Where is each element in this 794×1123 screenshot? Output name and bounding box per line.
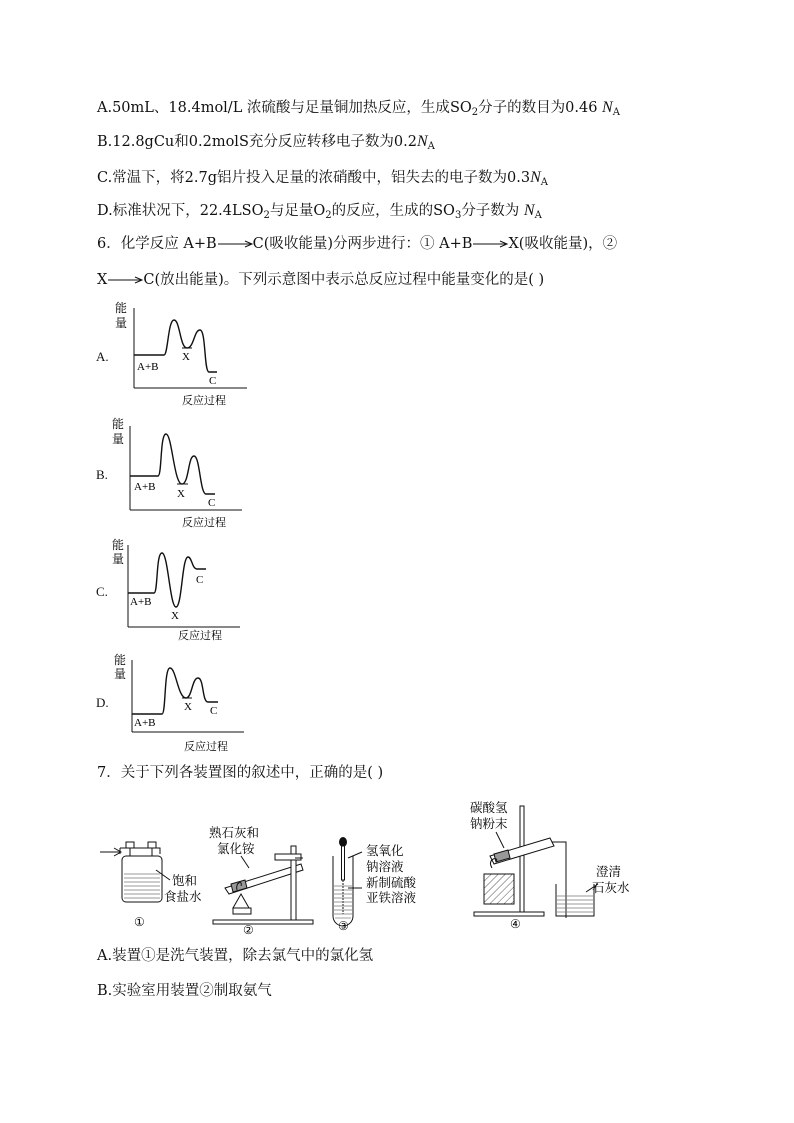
- svg-text:钠粉末: 钠粉末: [470, 817, 508, 831]
- svg-text:X: X: [171, 610, 179, 622]
- reaction-arrow-icon: [472, 239, 508, 249]
- svg-text:量: 量: [112, 552, 125, 566]
- svg-text:反应过程: 反应过程: [182, 517, 226, 529]
- graph-option-a-label[interactable]: A.: [96, 349, 109, 364]
- q6-stem-line2: X C(放出能量)。下列示意图中表示总反应过程中能量变化的是( ): [97, 272, 545, 288]
- y-axis-label: 量: [115, 316, 128, 330]
- svg-text:能: 能: [114, 653, 127, 667]
- apparatus-2-ammonia-setup: [205, 824, 320, 936]
- q7-option-b: B.实验室用装置②制取氨气: [97, 983, 272, 999]
- q5-option-d: D.标准状况下，$22.4LSO_2$与足量$O_2$的反应，生成的$SO_3$分子数为 $N_A$: [97, 202, 542, 221]
- svg-text:④: ④: [510, 917, 521, 931]
- svg-text:钠溶液: 钠溶液: [366, 860, 404, 874]
- svg-text:反应过程: 反应过程: [178, 630, 222, 642]
- reaction-arrow-icon: [217, 239, 253, 249]
- svg-text:C: C: [196, 574, 204, 586]
- svg-text:C: C: [209, 375, 217, 387]
- energy-graph-d: [112, 652, 262, 756]
- svg-text:C: C: [210, 705, 218, 717]
- svg-text:③: ③: [338, 919, 349, 933]
- svg-text:X: X: [177, 488, 185, 500]
- svg-text:新制硫酸: 新制硫酸: [366, 876, 417, 890]
- energy-graph-a: [112, 298, 262, 410]
- svg-text:A+B: A+B: [134, 717, 156, 729]
- svg-text:能: 能: [112, 417, 125, 431]
- svg-text:X: X: [184, 701, 192, 713]
- apparatus-3-test-tube: [328, 836, 448, 933]
- svg-text:A+B: A+B: [137, 361, 159, 373]
- svg-text:A+B: A+B: [134, 481, 156, 493]
- graph-option-d-label[interactable]: D.: [96, 695, 109, 710]
- svg-text:①: ①: [134, 915, 145, 929]
- svg-text:亚铁溶液: 亚铁溶液: [366, 891, 417, 905]
- energy-graph-b: [112, 414, 262, 532]
- svg-text:食盐水: 食盐水: [164, 890, 202, 904]
- svg-text:量: 量: [114, 667, 127, 681]
- svg-text:C: C: [208, 497, 216, 509]
- svg-text:澄清: 澄清: [596, 865, 622, 879]
- svg-text:氢氧化: 氢氧化: [366, 844, 404, 858]
- graph-option-b-label[interactable]: B.: [96, 467, 108, 482]
- q7-stem: 7．关于下列各装置图的叙述中，正确的是( ): [97, 765, 384, 781]
- svg-text:饱和: 饱和: [172, 874, 198, 888]
- svg-text:石灰水: 石灰水: [592, 881, 630, 895]
- svg-text:X: X: [182, 351, 190, 363]
- svg-text:反应过程: 反应过程: [184, 741, 228, 753]
- q6-stem-line1: 6．化学反应 A+B C(吸收能量)分两步进行：① A+B X(吸收能量)，②: [97, 236, 618, 252]
- apparatus-4-decomposition: [470, 796, 645, 931]
- svg-text:熟石灰和: 熟石灰和: [209, 826, 260, 840]
- reaction-arrow-icon: [107, 275, 143, 285]
- q5-option-c: C.常温下，将2.7g铝片投入足量的浓硝酸中，铝失去的电子数为$0.3N_A$: [97, 169, 548, 188]
- graph-option-c-label[interactable]: C.: [96, 584, 108, 599]
- svg-text:A+B: A+B: [130, 596, 152, 608]
- q5-option-a: A.50mL、18.4mol/L 浓硫酸与足量铜加热反应，生成$SO_2$分子的数目为0.46 $N_A$: [97, 99, 620, 118]
- x-axis-label: 反应过程: [182, 395, 226, 407]
- svg-text:氯化铵: 氯化铵: [217, 842, 255, 856]
- y-axis-label: 能: [115, 301, 128, 315]
- svg-text:量: 量: [112, 432, 125, 446]
- svg-text:碳酸氢: 碳酸氢: [470, 801, 508, 815]
- svg-text:②: ②: [243, 923, 254, 937]
- energy-graph-c: [112, 535, 262, 647]
- q7-option-a: A.装置①是洗气装置，除去氯气中的氯化氢: [97, 948, 374, 964]
- svg-text:能: 能: [112, 538, 125, 552]
- q5-option-b: B.12.8gCu和0.2molS充分反应转移电子数为$0.2N_A$: [97, 133, 435, 152]
